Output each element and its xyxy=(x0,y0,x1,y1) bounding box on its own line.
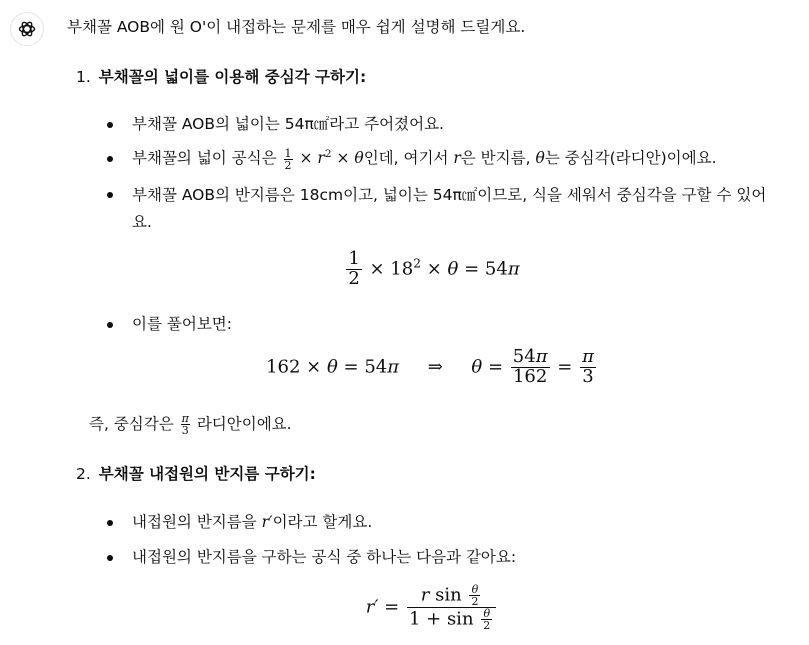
equation-area: $\frac{1}{2}$ × $18^2 \times \theta = 54\pi$ xyxy=(348,248,520,289)
step1-heading xyxy=(76,65,366,89)
equation-inradius: r′ = r sin $\frac{\theta}{2}$ 1 + sin $\frac{\theta}{2}$ xyxy=(62,584,802,631)
step1-bullet-1 xyxy=(107,112,772,136)
step1-bullet-1-text: 부채꼴 AOB의 넓이는 54π㎠라고 주어졌어요. xyxy=(132,115,444,133)
step2-bullet-1-text: 내접원의 반지름을 r′이라고 할게요. xyxy=(132,513,373,531)
openai-logo-icon xyxy=(17,19,37,39)
step2-bullet-2-text: 내접원의 반지름을 구하는 공식 중 하나는 다음과 같아요: xyxy=(132,548,517,566)
step1-heading-text: 부채꼴의 넓이를 이용해 중심각 구하기: xyxy=(98,68,367,86)
area-formula: $\frac{1}{2}$ × $r^2 \times \theta$ xyxy=(284,146,364,172)
step1-bullet-2 xyxy=(107,146,772,171)
assistant-avatar xyxy=(10,12,44,46)
step1-number: 1. xyxy=(76,68,91,86)
step2-heading-text: 부채꼴 내접원의 반지름 구하기: xyxy=(98,465,316,483)
bullet-dot xyxy=(107,192,113,198)
step1-bullet-3-text: 부채꼴 AOB의 반지름은 18cm이고, 넓이는 54π㎠이므로, 식을 세워서 중심각을 구할 수 있어요. xyxy=(132,186,767,231)
bullet-dot xyxy=(107,555,113,561)
step1-bullet-4 xyxy=(107,312,772,336)
intro-text: 부채꼴 AOB에 원 O'이 내접하는 문제를 매우 쉽게 설명해 드릴게요. xyxy=(67,18,526,36)
bullet-dot xyxy=(107,122,113,128)
step1-bullet-2-text: 부채꼴의 넓이 공식은 $\frac{1}{2}$ × $r^2 \times \theta$인데, 여기서 r은 반지름, θ는 중심각(라디안)이에요. xyxy=(132,146,717,172)
bullet-dot xyxy=(107,520,113,526)
step1-bullet-4-text: 이를 풀어보면: xyxy=(132,315,232,333)
bullet-dot xyxy=(107,156,113,162)
step2-number: 2. xyxy=(76,465,91,483)
step2-bullet-1 xyxy=(107,510,772,534)
step2-bullet-2 xyxy=(107,545,772,569)
step2-heading xyxy=(76,462,316,486)
equation-solve-theta: 162 × θ = 54π ⇒ θ = $\frac{54\pi}{162}$ = $\frac{\pi}{3}$ xyxy=(266,346,594,387)
bullet-dot xyxy=(107,322,113,328)
step1-bullet-3 xyxy=(107,182,772,235)
step1-conclusion: 즉, 중심각은 $\frac{\pi}{3}$ 라디안이에요. xyxy=(89,412,292,437)
